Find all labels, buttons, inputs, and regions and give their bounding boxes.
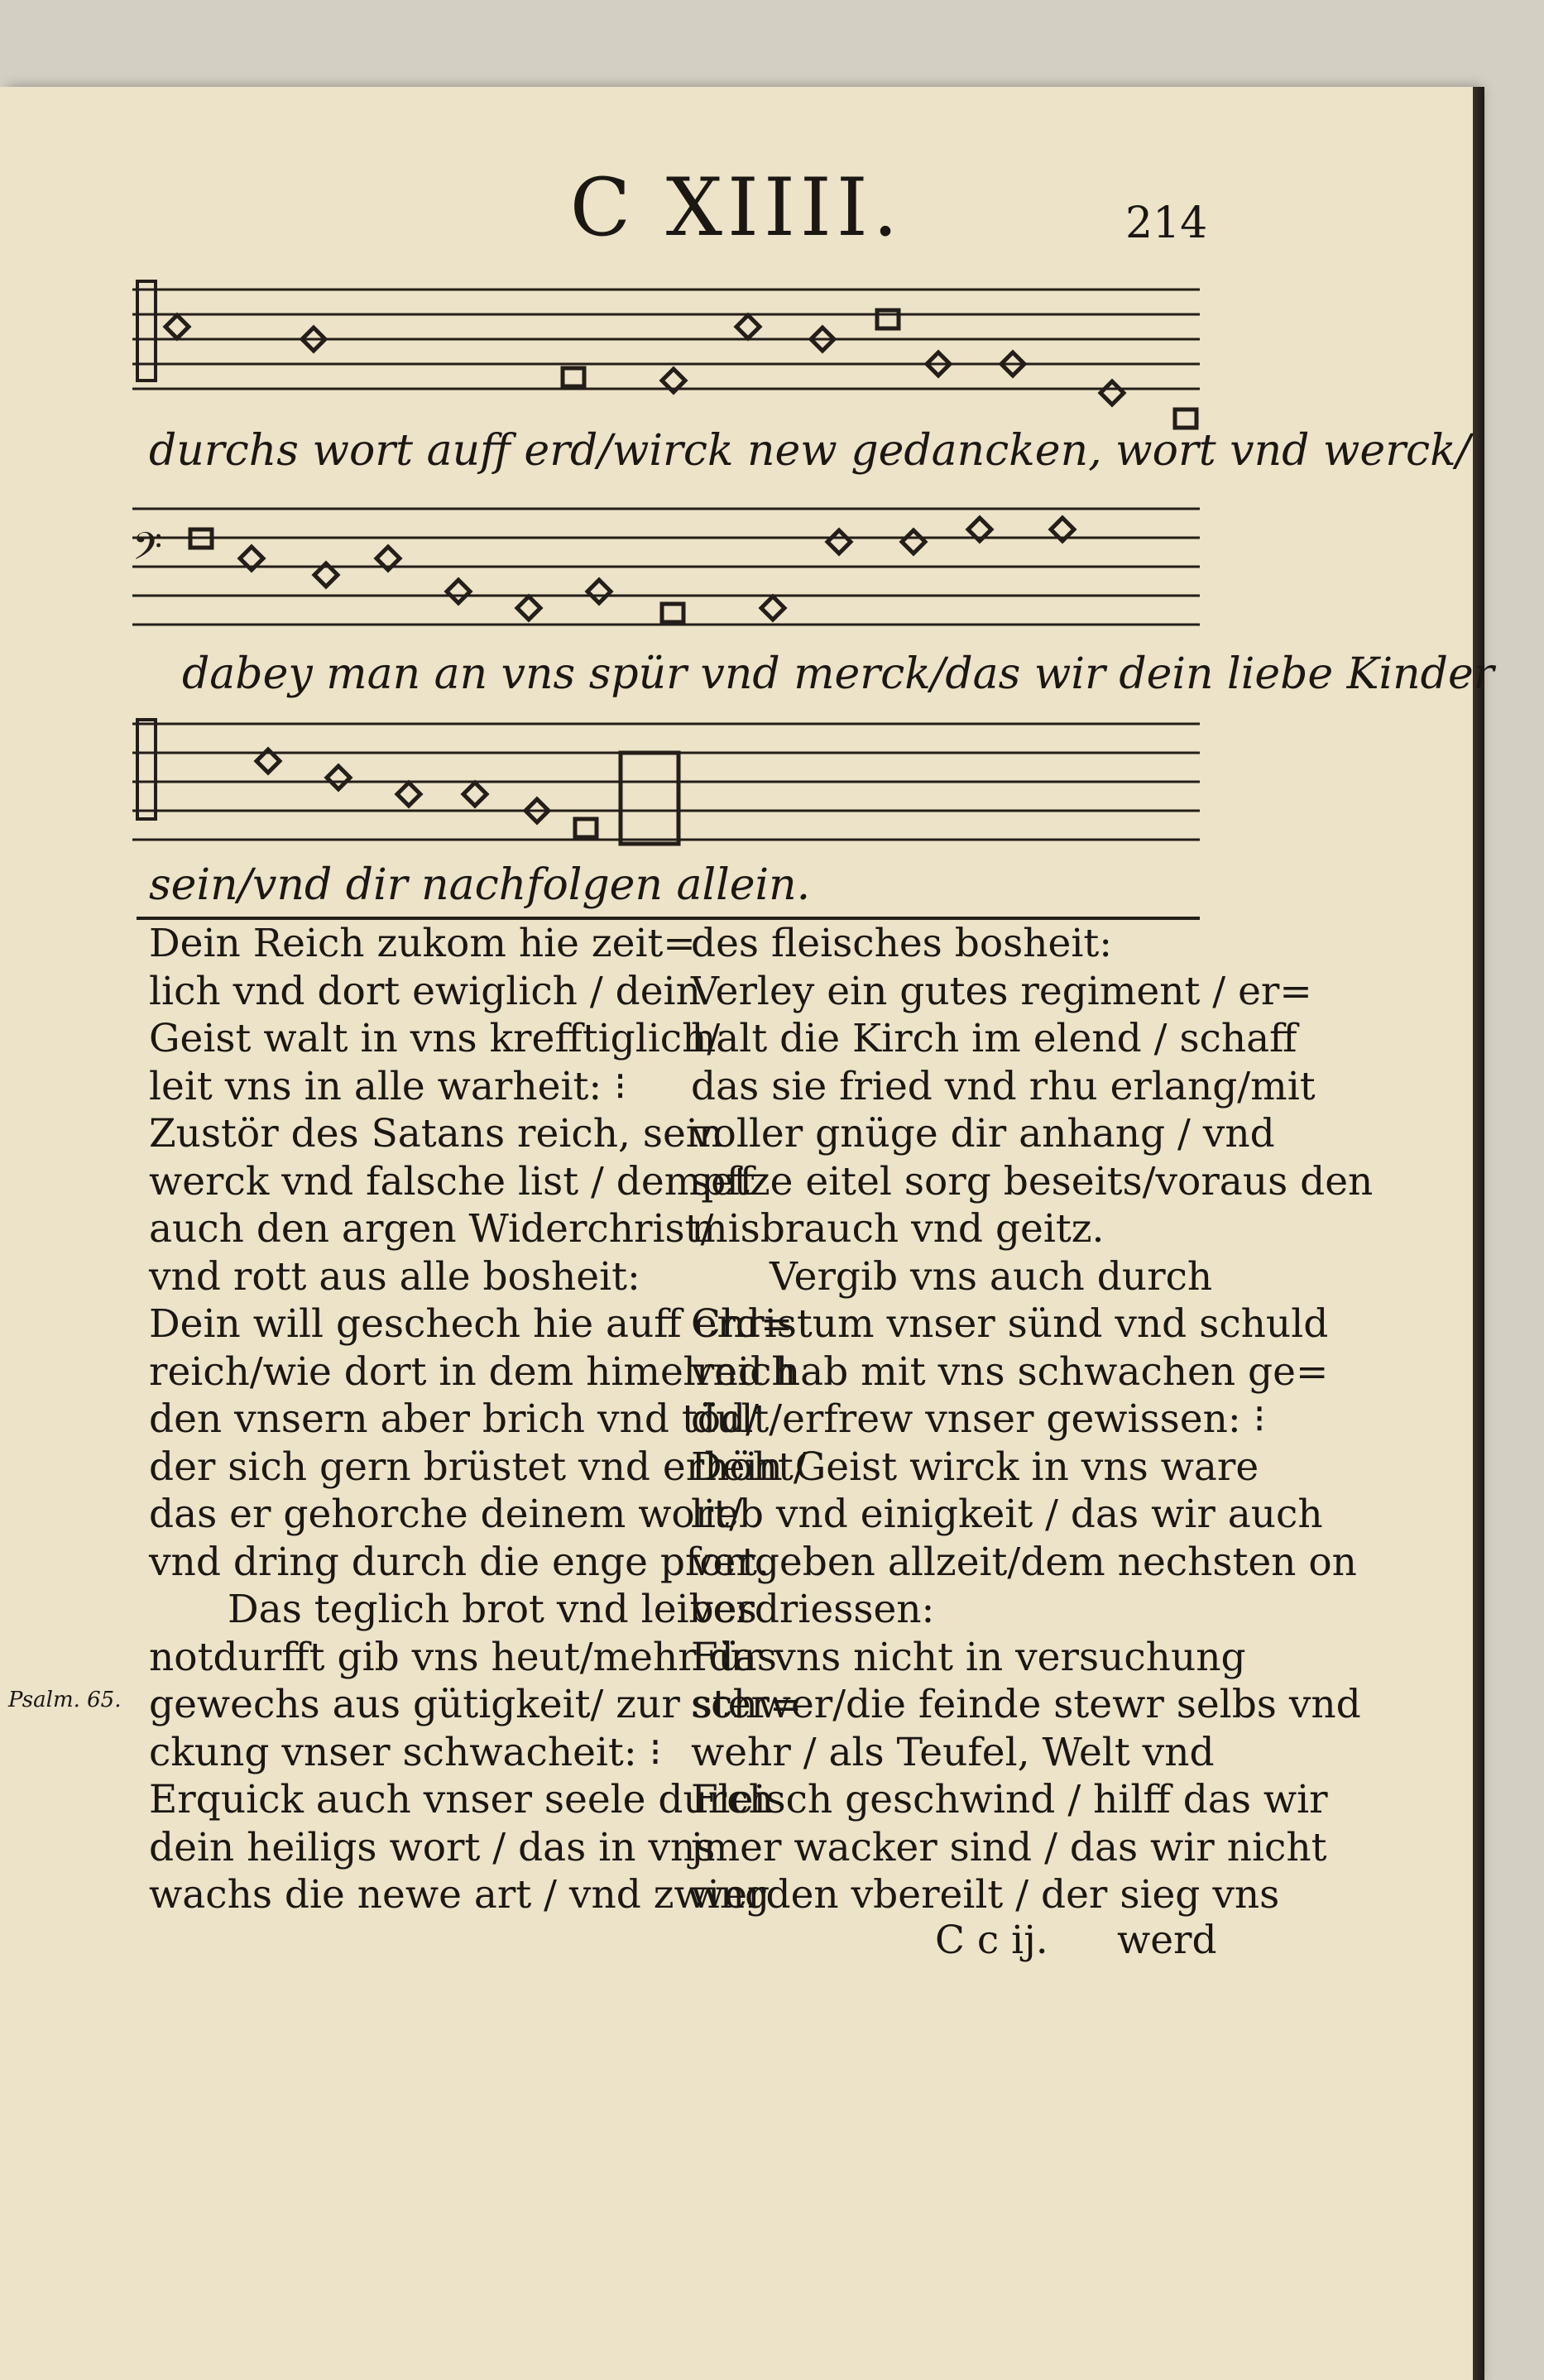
text-line: lich vnd dort ewiglich / dein: [149, 968, 701, 1014]
text-line: das sie fried vnd rhu erlang/mit: [691, 1063, 1316, 1109]
page-edge: [1473, 87, 1484, 2380]
text-line: der sich gern brüstet vnd erhöht/: [149, 1444, 807, 1490]
text-line: misbrauch vnd geitz.: [691, 1206, 1105, 1252]
text-line: reich/wie dort in dem himelreich: [149, 1348, 797, 1395]
text-line: werden vbereilt / der sieg vns: [691, 1872, 1280, 1918]
text-line: wehr / als Teufel, Welt vnd: [691, 1729, 1215, 1775]
text-line: vnd rott aus alle bosheit:: [149, 1253, 640, 1300]
text-line: dult/erfrew vnser gewissen: ⁝: [691, 1396, 1266, 1442]
svg-text:𝄢: 𝄢: [132, 524, 163, 578]
text-line: des fleisches bosheit:: [691, 921, 1113, 966]
text-line: das er gehorche deinem wort/: [149, 1492, 742, 1537]
text-line: gewechs aus gütigkeit/ zur ster=: [149, 1682, 803, 1727]
text-line: auch den argen Widerchrist/: [149, 1206, 714, 1252]
margin-note: Psalm. 65.: [8, 1688, 122, 1712]
folio-number: 214: [1125, 199, 1208, 248]
right-column: [691, 920, 1374, 1919]
text-line: Für vns nicht in versuchung: [691, 1634, 1246, 1680]
lyric-line-2: dabey man an vns spür vnd merck/das wir dein liebe Kinder: [182, 649, 1494, 699]
text-line: Das teglich brot vnd leibes: [228, 1587, 757, 1632]
catchword: werd: [1117, 1918, 1217, 1963]
text-line: Erquick auch vnser seele durch: [149, 1777, 774, 1822]
music-staff-3: [132, 711, 1208, 910]
lyric-line-1: durchs wort auff erd/wirck new gedancken, wort vnd werck/: [149, 426, 1471, 476]
text-line: jmer wacker sind / das wir nicht: [691, 1824, 1327, 1870]
text-line: voller gnüge dir anhang / vnd: [691, 1111, 1275, 1156]
left-column: [149, 920, 807, 1919]
text-line: Dein Reich zukom hie zeit=: [149, 921, 696, 966]
text-line: dein heiligs wort / das in vns: [149, 1824, 716, 1870]
text-line: setze eitel sorg beseits/voraus den: [691, 1158, 1374, 1204]
text-line: vergeben allzeit/dem nechsten on: [691, 1539, 1357, 1585]
staff-lines-2: [132, 492, 1208, 658]
text-line: notdurfft gib vns heut/mehr das: [149, 1634, 777, 1680]
lyric-line-3: sein/vnd dir nachfolgen allein.: [149, 860, 811, 910]
text-line: Dein Geist wirck in vns ware: [691, 1444, 1259, 1490]
chapter-title: C XIIII.: [569, 161, 904, 254]
text-line: den vnsern aber brich vnd töd/: [149, 1396, 759, 1442]
text-line: leit vns in alle warheit: ⁝: [149, 1063, 627, 1109]
text-line: Christum vnser sünd vnd schuld: [691, 1301, 1329, 1347]
text-line: wachs die newe art / vnd zwing: [149, 1872, 770, 1918]
text-line: werck vnd falsche list / dempff: [149, 1158, 754, 1204]
text-line: Fleisch geschwind / hilff das wir: [691, 1777, 1328, 1822]
text-line: verdriessen:: [691, 1587, 935, 1632]
text-line: Verley ein gutes regiment / er=: [691, 968, 1312, 1014]
text-line: Vergib vns auch durch: [770, 1253, 1213, 1300]
music-staff-1: [132, 261, 1471, 484]
signature-mark: C c ij.: [935, 1918, 1048, 1963]
staff-lines-3: [132, 711, 1208, 869]
text-line: lieb vnd einigkeit / das wir auch: [691, 1492, 1323, 1537]
text-line: schwer/die feinde stewr selbs vnd: [691, 1682, 1361, 1727]
text-line: vnd dring durch die enge pfort.: [149, 1539, 770, 1585]
text-line: Geist walt in vns krefftiglich/: [149, 1016, 721, 1061]
text-line: Dein will geschech hie auff erd=: [149, 1301, 794, 1347]
text-line: halt die Kirch im elend / schaff: [691, 1016, 1297, 1061]
text-line: Zustör des Satans reich, sein: [149, 1111, 724, 1156]
staff-lines-1: [132, 261, 1208, 443]
text-line: vnd hab mit vns schwachen ge=: [691, 1348, 1329, 1395]
text-line: ckung vnser schwacheit: ⁝: [149, 1729, 662, 1775]
music-staff-2: [132, 492, 1494, 716]
